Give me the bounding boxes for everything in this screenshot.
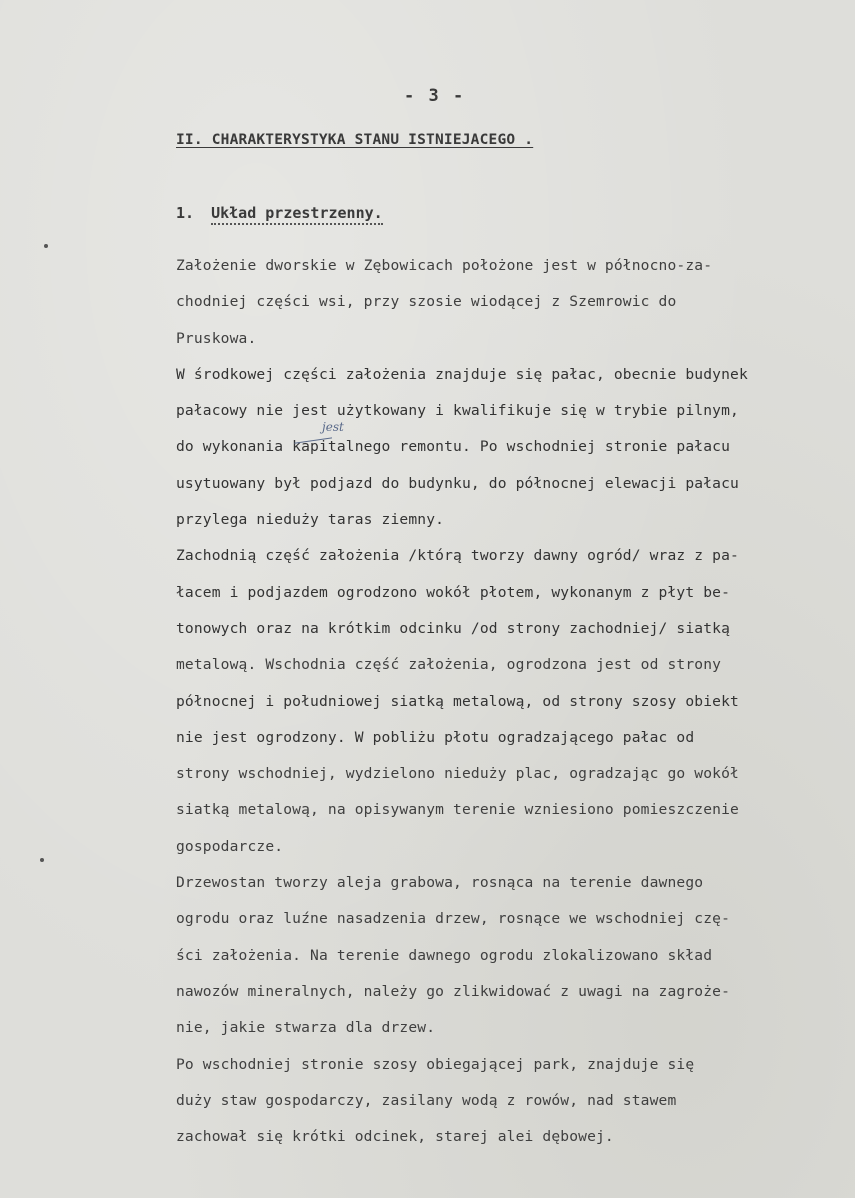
text-line: Pruskowa.	[176, 329, 257, 347]
text-line: Drzewostan tworzy aleja grabowa, rosnąca na terenie dawnego	[176, 874, 704, 892]
text-line: północnej i południowej siatką metalową, od strony szosy obiekt	[176, 692, 739, 710]
text-line: gospodarcze.	[176, 837, 284, 855]
text-line: do wykonania kapitalnego remontu. Po wschodniej stronie pałacu	[176, 438, 731, 456]
text-line: ści założenia. Na terenie dawnego ogrodu zlokalizowano skład	[176, 946, 713, 964]
text-line: nie jest ogrodzony. W pobliżu płotu ogradzającego pałac od	[176, 728, 695, 746]
text-line: siatką metalową, na opisywanym terenie wzniesiono pomieszczenie	[176, 801, 739, 819]
text-line: W środkowej części założenia znajduje się pałac, obecnie budynek	[176, 365, 748, 383]
page-number: - 3 -	[404, 86, 466, 106]
text-line: tonowych oraz na krótkim odcinku /od strony zachodniej/ siatką	[176, 619, 731, 637]
text-line: nie, jakie stwarza dla drzew.	[176, 1019, 436, 1037]
text-line: Po wschodniej stronie szosy obiegającej park, znajduje się	[176, 1055, 695, 1073]
text-line: ogrodu oraz luźne nasadzenia drzew, rosnące we wschodniej czę-	[176, 910, 731, 928]
text-line: pałacowy nie jest użytkowany i kwalifikuje się w trybie pilnym,	[176, 402, 739, 420]
subsection-heading	[176, 204, 383, 222]
subsection-title: Układ przestrzenny.	[211, 204, 383, 225]
text-line: Zachodnią część założenia /którą tworzy dawny ogród/ wraz z pa-	[176, 547, 739, 565]
punch-hole-mark	[44, 244, 48, 248]
text-line: duży staw gospodarczy, zasilany wodą z rowów, nad stawem	[176, 1091, 677, 1109]
handwritten-annotation: jest	[322, 420, 344, 434]
text-line: przylega nieduży taras ziemny.	[176, 511, 445, 529]
text-line: metalową. Wschodnia część założenia, ogrodzona jest od strony	[176, 656, 722, 674]
section-title: II. CHARAKTERYSTYKA STANU ISTNIEJACEGO .	[176, 132, 534, 148]
text-line: usytuowany był podjazd do budynku, do północnej elewacji pałacu	[176, 474, 739, 492]
text-line: Założenie dworskie w Zębowicach położone jest w północno-za-	[176, 257, 713, 274]
text-line: łacem i podjazdem ogrodzono wokół płotem, wykonanym z płyt be-	[176, 583, 731, 601]
text-line: strony wschodniej, wydzielono nieduży plac, ogradzając go wokół	[176, 765, 739, 783]
body-text	[176, 248, 852, 1155]
text-line: chodniej części wsi, przy szosie wiodącej z Szemrowic do	[176, 293, 677, 311]
punch-hole-mark	[40, 858, 44, 862]
text-line: nawozów mineralnych, należy go zlikwidować z uwagi na zagroże-	[176, 982, 731, 1000]
text-line: zachował się krótki odcinek, starej alei dębowej.	[176, 1128, 614, 1146]
subsection-number: 1.	[176, 204, 195, 222]
